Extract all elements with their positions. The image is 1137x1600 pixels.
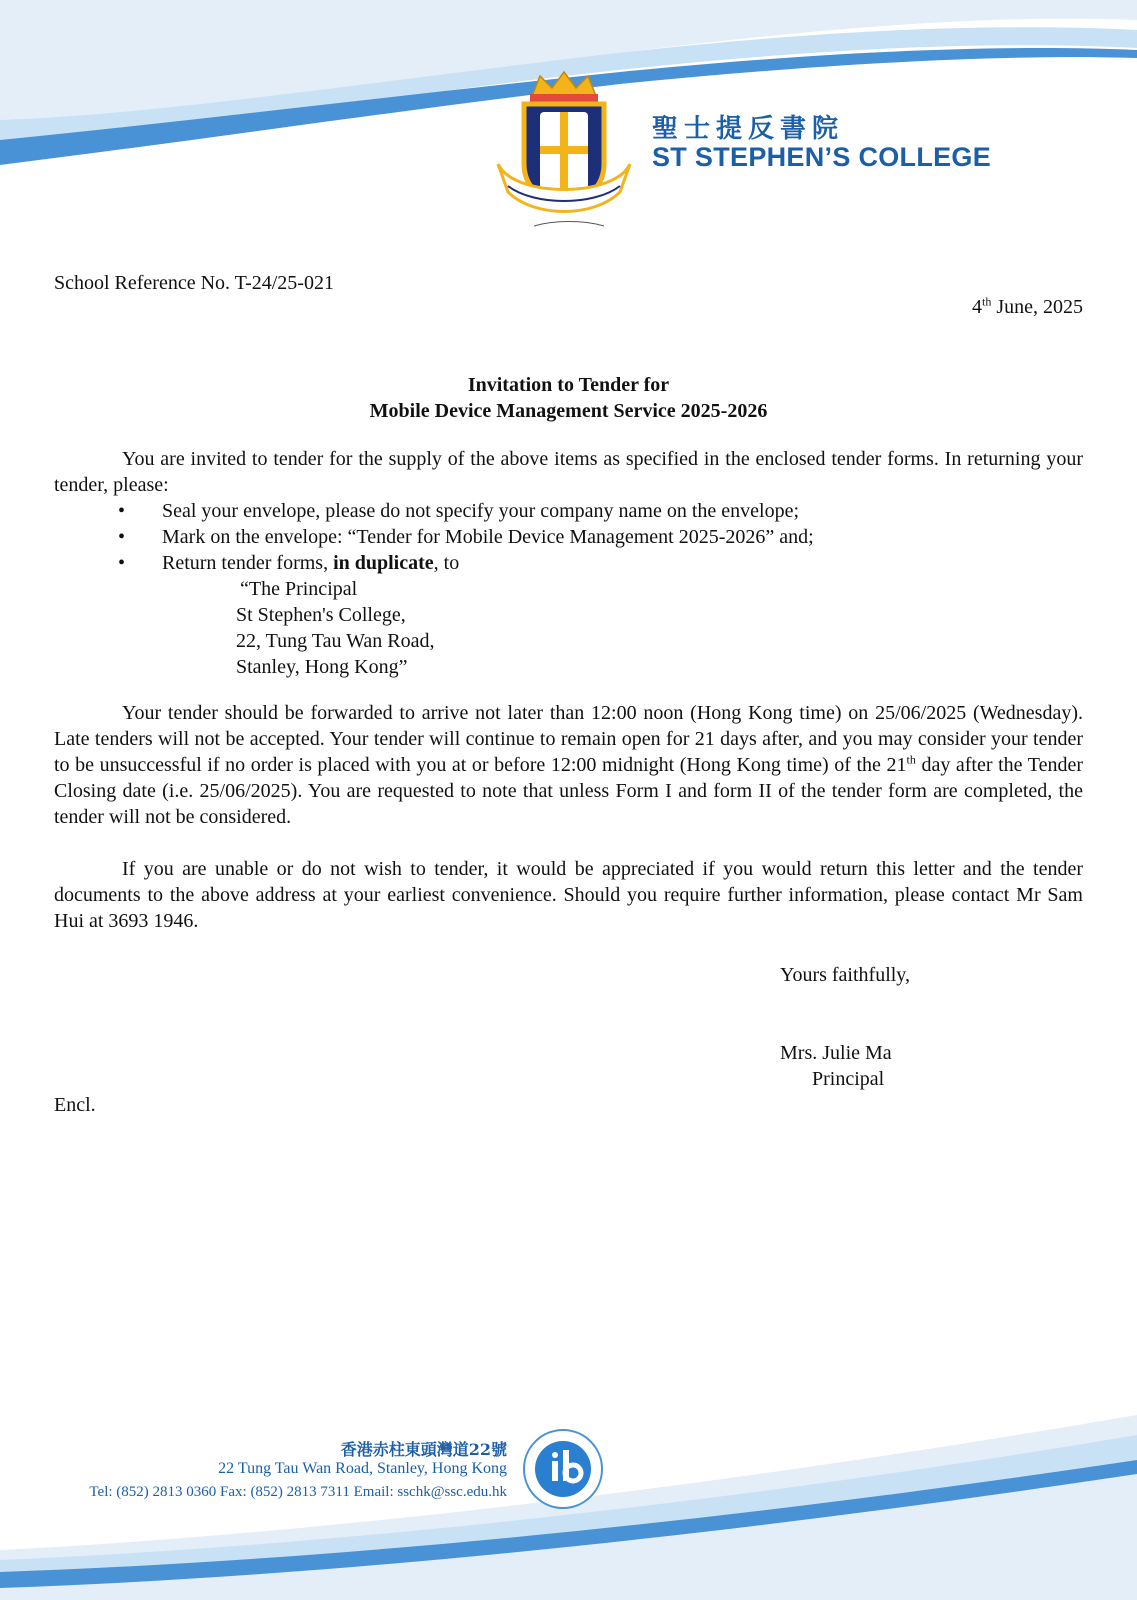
deadline-paragraph: Your tender should be forwarded to arrive not later than 12:00 noon (Hong Kong time) on 25/06/2025 (Wednesday). Late tenders will not be accepted. Your tender will continue to remain open for 21 days after, and you may consider your tender to be unsuccessful if no order is placed with you at or before 12:00 midnight (Hong Kong time) of the 21th day after the Tender Closing date (i.e. 25/06/2025). You are requested to note that unless Form I and form II of the tender form are completed, the tender will not be considered. [54,702,1083,828]
footer-address-chinese: 香港赤柱東頭灣道22號 [340,1440,507,1459]
school-reference-number: School Reference No. T-24/25-021 [54,272,334,294]
list-item: • Seal your envelope, please do not specify your company name on the envelope; [118,500,800,522]
instructions-list [118,498,814,576]
return-address: “The Principal St Stephen's College, 22, Tung Tau Wan Road, Stanley, Hong Kong” [236,578,435,678]
footer-contact-info: Tel: (852) 2813 0360 Fax: (852) 2813 7311 Email: sschk@ssc.edu.hk [89,1484,507,1500]
letter-title-line-2: Mobile Device Management Service 2025-2026 [369,400,768,422]
intro-paragraph: You are invited to tender for the supply of the above items as specified in the enclosed tender forms. In returning your tender, please: [54,448,1083,496]
college-crest-icon [494,68,634,238]
footer-address-english: 22 Tung Tau Wan Road, Stanley, Hong Kong [218,1460,507,1477]
college-name-chinese: 聖士提反書院 [652,114,845,144]
letter-date: 4th June, 2025 [971,294,1083,318]
contact-paragraph: If you are unable or do not wish to tender, it would be appreciated if you would return this letter and the tender documents to the above address at your earliest convenience. Should you require further information, please contact Mr Sam Hui at 3693 1946. [54,858,1083,932]
enclosure-note: Encl. [54,1094,96,1116]
list-item: • Return tender forms, in duplicate, to [118,552,460,574]
ib-world-school-icon [522,1428,604,1510]
college-name-english: ST STEPHEN’S COLLEGE [652,142,992,172]
signer-name: Mrs. Julie Ma [780,1042,892,1064]
list-item: • Mark on the envelope: “Tender for Mobile Device Management 2025-2026” and; [118,526,814,548]
letter-title-line-1: Invitation to Tender for [467,374,670,396]
signer-title: Principal [812,1068,885,1090]
closing-salutation: Yours faithfully, [780,964,911,986]
